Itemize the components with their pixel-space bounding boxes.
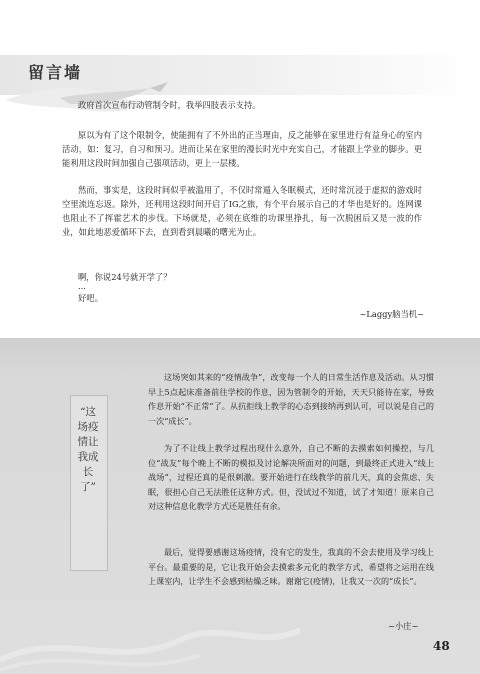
bottom-paragraph-3: 最后，觉得要感谢这场疫情，没有它的发生，我真的不会去使用及学习线上平台。最重要的是，它让我开始会去摸索多元化的教学方式，希望将之运用在线上课室内，让学生不会感到枯燥乏味。谢谢它(疫情)，让我又一次的“成长”。 xyxy=(148,547,434,586)
page-number: 48 xyxy=(433,639,450,653)
swirl-decoration xyxy=(0,600,300,674)
top-paragraph-2: 原以为有了这个限制令，使能拥有了不外出的正当理由，反之能够在家里进行有益身心的室内活动，如：复习，自习和预习。进而让呆在家里的漫长时光中充实自己，才能跟上学业的脚步。更能利用这段时间加强自己强项活动，更上一层楼。 xyxy=(62,130,422,168)
bottom-paragraph-1: 这场突如其来的“疫情战争”，改变每一个人的日常生活作息及活动。从习惯早上5点起床准备前往学校的作息，因为管制令的开始，天天只能待在家，导致作息开始“不正常”了。从抗拒线上教学的心态到接纳再到认可，可以说是自己的一次“成长”。 xyxy=(148,372,434,426)
top-paragraph-ellipsis: ... xyxy=(78,281,86,291)
bottom-post-title: “这场疫情让我成长了” xyxy=(77,406,99,493)
top-paragraph-3: 然而，事实是，这段时间似乎被滥用了，不仅时常遁入冬眠模式，还时常沉浸于虚拟的游戏时空里流连忘返。除外，还利用这段时间开启了IG之旅，有个平台展示自己的才华也是好的。连网课也阻止不了挥霍艺术的步伐。下场就是，必须在底维的功课里挣扎，每一次脱困后又是一波的作业，如此地恶爱循环下去，直到看到晨曦的曙光为止。 xyxy=(62,185,422,237)
top-paragraph-4: 啊，你说24号就开学了？ xyxy=(78,272,172,282)
top-signature: ~Laggy脑当机~ xyxy=(359,309,424,319)
bottom-paragraph-2: 为了不让线上教学过程出现什么意外，自己不断的去摸索如何操控，与几位“战友”每个晚上不断的模拟及讨论解决所面对的问题，到最终正式进入“线上战场”，过程还真的是很刺激。要开始进行在线教学的前几天，真的会焦虑、失眠，很担心自己无法胜任这种方式。但，没试过不知道，试了才知道！原来自己对这种信息化教学方式还是胜任有余。 xyxy=(148,443,434,511)
top-paragraph-5: 好吧。 xyxy=(78,293,103,303)
section-title: 留言墙 xyxy=(28,63,83,82)
bottom-signature: ~小庄~ xyxy=(388,621,419,631)
top-paragraph-1: 政府首次宣布行动管制令时，我举四肢表示支持。 xyxy=(78,100,261,110)
